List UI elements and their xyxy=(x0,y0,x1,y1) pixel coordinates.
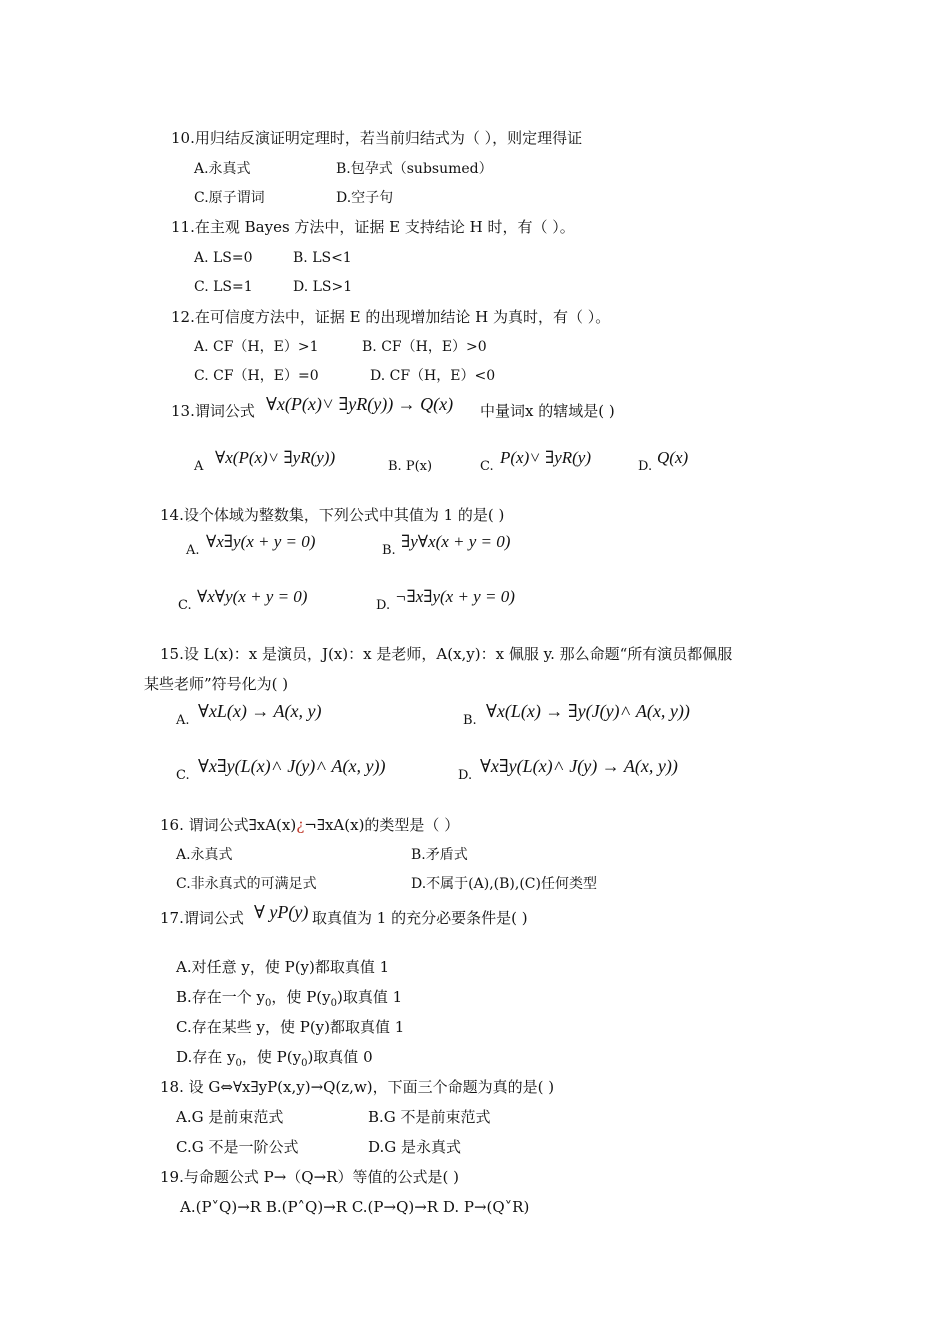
q17-option-a: A.对任意 y，使 P(y)都取真值 1 xyxy=(176,958,390,976)
q13-option-d-label: D. xyxy=(638,459,653,474)
q17-option-b-text3: )取真值 1 xyxy=(336,988,403,1006)
q17-option-c: C.存在某些 y，使 P(y)都取真值 1 xyxy=(176,1018,405,1036)
q12-option-c: C. CF（H，E）=0 xyxy=(194,368,319,384)
q17-prefix: 17.谓词公式 xyxy=(160,909,244,927)
q15-option-a-label: A. xyxy=(176,713,190,728)
q14-option-d: ¬∃x∃y(x + y = 0) xyxy=(395,587,515,606)
q17-option-b-text2: ，使 P(y xyxy=(271,988,331,1006)
q16-stem xyxy=(160,816,459,834)
q16-option-a: A.永真式 xyxy=(176,847,233,863)
q17-option-d-text: D.存在 y xyxy=(176,1048,236,1066)
q18-option-d: D.G 是永真式 xyxy=(368,1138,462,1156)
q11-option-d: D. LS>1 xyxy=(293,279,353,295)
q15-option-d: ∀x∃y(L(x)˄ J(y) → A(x, y)) xyxy=(480,756,678,776)
q10-stem: 10.用归结反演证明定理时，若当前归结式为（ ），则定理得证 xyxy=(171,129,583,147)
q13-option-d: Q(x) xyxy=(657,448,689,467)
q13-suffix: 中量词x 的辖域是( ) xyxy=(480,402,615,420)
q11-option-a: A. LS=0 xyxy=(194,250,253,266)
q14-option-b: ∃y∀x(x + y = 0) xyxy=(401,532,511,551)
q14-option-c: ∀x∀y(x + y = 0) xyxy=(197,587,308,606)
q17-suffix: 取真值为 1 的充分必要条件是( ) xyxy=(312,909,528,927)
q17-option-d-sub2: 0 xyxy=(301,1058,308,1069)
q16-option-c: C.非永真式的可满足式 xyxy=(176,876,317,892)
q14-option-a-label: A. xyxy=(186,543,200,558)
q17-option-b-sub2: 0 xyxy=(330,998,337,1009)
q12-stem: 12.在可信度方法中，证据 E 的出现增加结论 H 为真时，有（ ）。 xyxy=(171,308,611,326)
q10-option-c: C.原子谓词 xyxy=(194,190,265,206)
q13-option-a-label: A xyxy=(194,459,204,474)
q16-stem-mid: ¿ xyxy=(296,816,305,834)
q10-option-a: A.永真式 xyxy=(194,161,251,177)
q18-option-a: A.G 是前束范式 xyxy=(176,1108,284,1126)
q15-option-d-label: D. xyxy=(458,768,473,783)
q15-stem-line1: 15.设 L(x)：x 是演员，J(x)：x 是老师，A(x,y)：x 佩服 y. 那么命题“所有演员都佩服 xyxy=(160,645,733,663)
q19-options: A.(P˅Q)→R B.(P˄Q)→R C.(P→Q)→R D. P→(Q˅R) xyxy=(180,1198,530,1216)
q14-option-d-label: D. xyxy=(376,598,391,613)
q13-formula: ∀x(P(x)˅ ∃yR(y)) → Q(x) xyxy=(266,394,454,414)
q14-option-b-label: B. xyxy=(382,543,396,558)
q18-option-c: C.G 不是一阶公式 xyxy=(176,1138,299,1156)
q16-stem-pre: 16. 谓词公式∃xA(x) xyxy=(160,816,297,834)
q15-stem-line2: 某些老师”符号化为( ) xyxy=(144,675,289,693)
q13-option-c: P(x)˅ ∃yR(y) xyxy=(500,448,591,467)
q18-stem: 18. 设 G⇔∀x∃yP(x,y)→Q(z,w)，下面三个命题为真的是( ) xyxy=(160,1078,555,1096)
q15-option-a: ∀xL(x) → A(x, y) xyxy=(198,701,322,721)
q10-option-d: D.空子句 xyxy=(336,190,394,206)
q15-option-b: ∀x(L(x) → ∃y(J(y)˄ A(x, y)) xyxy=(486,701,690,721)
q13-option-a: ∀x(P(x)˅ ∃yR(y)) xyxy=(215,448,336,467)
q12-option-b: B. CF（H，E）>0 xyxy=(362,339,487,355)
q15-option-c: ∀x∃y(L(x)˄ J(y)˄ A(x, y)) xyxy=(198,756,386,776)
q14-option-a: ∀x∃y(x + y = 0) xyxy=(206,532,316,551)
q12-option-a: A. CF（H，E）>1 xyxy=(194,339,319,355)
q17-option-d-text2: ，使 P(y xyxy=(241,1048,302,1066)
q13-option-b: B. P(x) xyxy=(388,459,433,474)
q16-stem-post: ¬∃xA(x)的类型是（ ） xyxy=(304,816,460,834)
q11-option-b: B. LS<1 xyxy=(293,250,352,266)
q11-option-c: C. LS=1 xyxy=(194,279,253,295)
q11-stem: 11.在主观 Bayes 方法中，证据 E 支持结论 H 时，有（ ）。 xyxy=(171,218,575,236)
q13-prefix: 13.谓词公式 xyxy=(171,402,255,420)
q17-option-d-sub: 0 xyxy=(235,1058,242,1069)
q12-option-d: D. CF（H，E）<0 xyxy=(370,368,496,384)
q15-option-b-label: B. xyxy=(463,713,477,728)
q19-stem: 19.与命题公式 P→（Q→R）等值的公式是( ) xyxy=(160,1168,459,1186)
q17-option-b-text: B.存在一个 y xyxy=(176,988,266,1006)
q17-option-d-text3: )取真值 0 xyxy=(307,1048,373,1066)
q15-option-c-label: C. xyxy=(176,768,190,783)
q14-stem: 14.设个体域为整数集，下列公式中其值为 1 的是( ) xyxy=(160,506,505,524)
q14-option-c-label: C. xyxy=(178,598,192,613)
q18-option-b: B.G 不是前束范式 xyxy=(368,1108,491,1126)
q17-option-b xyxy=(176,988,402,1013)
q17-option-d xyxy=(176,1048,373,1073)
q16-option-b: B.矛盾式 xyxy=(411,847,468,863)
q17-formula: ∀ yP(y) xyxy=(254,902,309,922)
q13-option-c-label: C. xyxy=(480,459,494,474)
q10-option-b: B.包孕式（subsumed） xyxy=(336,161,493,177)
q16-option-d: D.不属于(A),(B),(C)任何类型 xyxy=(411,876,597,892)
q17-option-b-sub: 0 xyxy=(265,998,272,1009)
